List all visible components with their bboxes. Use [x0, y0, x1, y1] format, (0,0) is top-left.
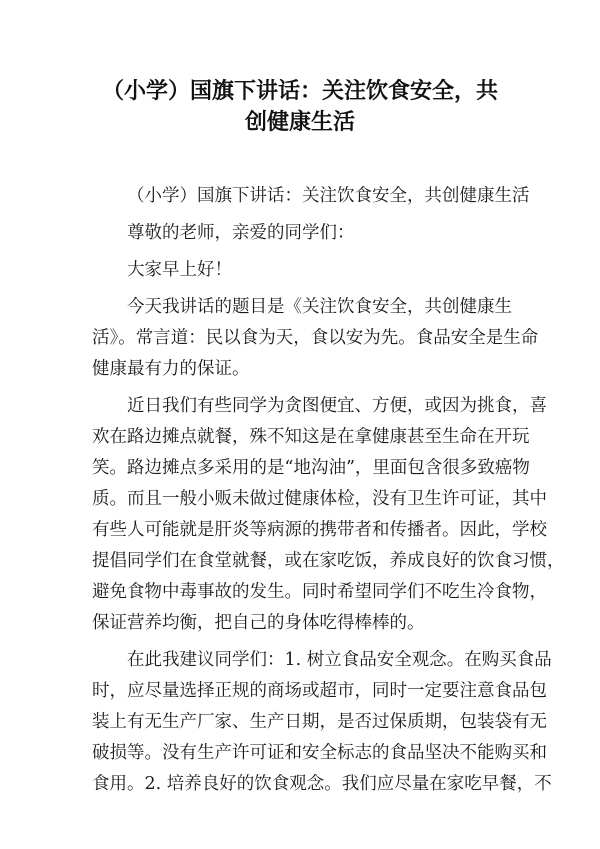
text-line: 保证营养均衡，把自己的身体吃得棒棒的。	[92, 613, 425, 633]
text-line: 破损等。没有生产许可证和安全标志的食品坚决不能购买和	[92, 743, 547, 763]
text-line: 装上有无生产厂家、生产日期，是否过保质期，包装袋有无	[92, 712, 547, 732]
text-line: 笑。路边摊点多采用的是“地沟油”，里面包含很多致癌物	[92, 458, 530, 478]
document-title	[60, 76, 540, 138]
paragraph	[92, 218, 508, 249]
text-line: 避免食物中毒事故的发生。同时希望同学们不吃生冷食物，	[92, 582, 547, 602]
title-line-1: （小学）国旗下讲话：关注饮食安全，共	[101, 79, 498, 104]
text-line: 提倡同学们在食堂就餐，或在家吃饭，养成良好的饮食习惯，	[92, 551, 565, 571]
paragraph	[92, 645, 552, 800]
title-line-2: 创健康生活	[244, 110, 355, 135]
text-line: 质。而且一般小贩未做过健康体检，没有卫生许可证，其中	[92, 489, 547, 509]
text-line: （小学）国旗下讲话：关注饮食安全，共创健康生活	[127, 186, 530, 206]
text-line: 尊敬的老师，亲爱的同学们：	[127, 223, 355, 243]
paragraph	[92, 255, 508, 286]
paragraph	[92, 181, 530, 212]
text-line: 健康最有力的保证。	[92, 359, 250, 379]
text-line: 时，应尽量选择正规的商场或超市，同时一定要注意食品包	[92, 681, 547, 701]
text-line: 在此我建议同学们：1. 树立食品安全观念。在购买食品	[127, 650, 552, 670]
paragraph	[92, 292, 539, 385]
text-line: 食用。2. 培养良好的饮食观念。我们应尽量在家吃早餐，不	[92, 774, 552, 794]
text-line: 欢在路边摊点就餐，殊不知这是在拿健康甚至生命在开玩	[92, 427, 530, 447]
text-line: 有些人可能就是肝炎等病源的携带者和传播者。因此，学校	[92, 520, 547, 540]
text-line: 活》。常言道：民以食为天，食以安为先。食品安全是生命	[92, 328, 539, 348]
text-line: 大家早上好！	[127, 260, 232, 280]
text-line: 近日我们有些同学为贪图便宜、方便，或因为挑食，喜	[127, 396, 547, 416]
document-body	[92, 181, 565, 806]
paragraph	[92, 391, 565, 639]
text-line: 今天我讲话的题目是《关注饮食安全，共创健康生	[127, 297, 512, 317]
